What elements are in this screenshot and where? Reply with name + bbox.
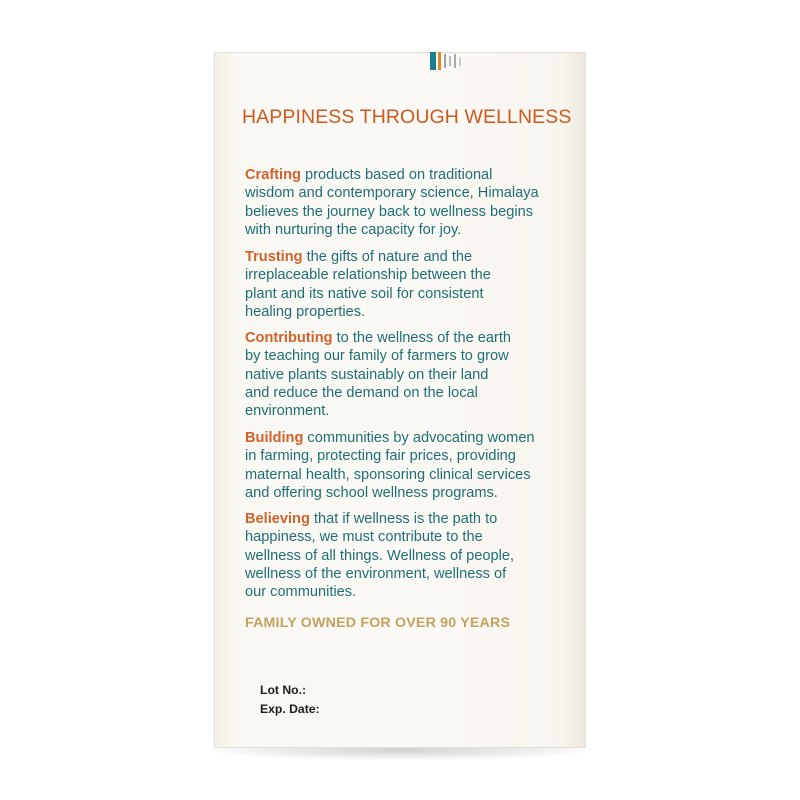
- paragraph-lead: Contributing: [245, 330, 333, 346]
- paragraph-lead: Crafting: [245, 167, 301, 183]
- expiry-date-label: Exp. Date:: [260, 702, 320, 716]
- paragraph-text: to the wellness of the earth by teaching our family of farmers to grow native plants sustainably on their land and reduce the demand on the local environment.: [245, 330, 512, 420]
- family-owned-tagline: FAMILY OWNED FOR OVER 90 YEARS: [245, 615, 511, 631]
- paragraph-lead: Trusting: [245, 249, 303, 265]
- box-top-label-graphic: [430, 52, 472, 70]
- paragraph-text: that if wellness is the path to happiness, we must contribute to the wellness of all things. Wellness of people, wellness of the environment, wellness of our communities.: [245, 511, 515, 601]
- paragraph-text: products based on traditional wisdom and contemporary science, Himalaya believes the journey back to wellness begins with nurturing the capacity for joy.: [245, 167, 539, 238]
- lot-number-label: Lot No.:: [260, 683, 307, 697]
- paragraph-building: [245, 429, 575, 502]
- paragraph-crafting: [245, 166, 575, 239]
- paragraph-contributing: [245, 329, 575, 420]
- paragraph-lead: Believing: [245, 511, 310, 527]
- paragraph-text: communities by advocating women in farming, protecting fair prices, providing maternal health, sponsoring clinical services and offering school wellness programs.: [245, 430, 535, 501]
- paragraph-believing: [245, 510, 575, 601]
- paragraph-trusting: [245, 248, 575, 321]
- paragraph-lead: Building: [245, 430, 304, 446]
- box-heading: HAPPINESS THROUGH WELLNESS: [242, 106, 572, 128]
- paragraph-text: the gifts of nature and the irreplaceable relationship between the plant and its native soil for consistent healing properties.: [245, 249, 491, 320]
